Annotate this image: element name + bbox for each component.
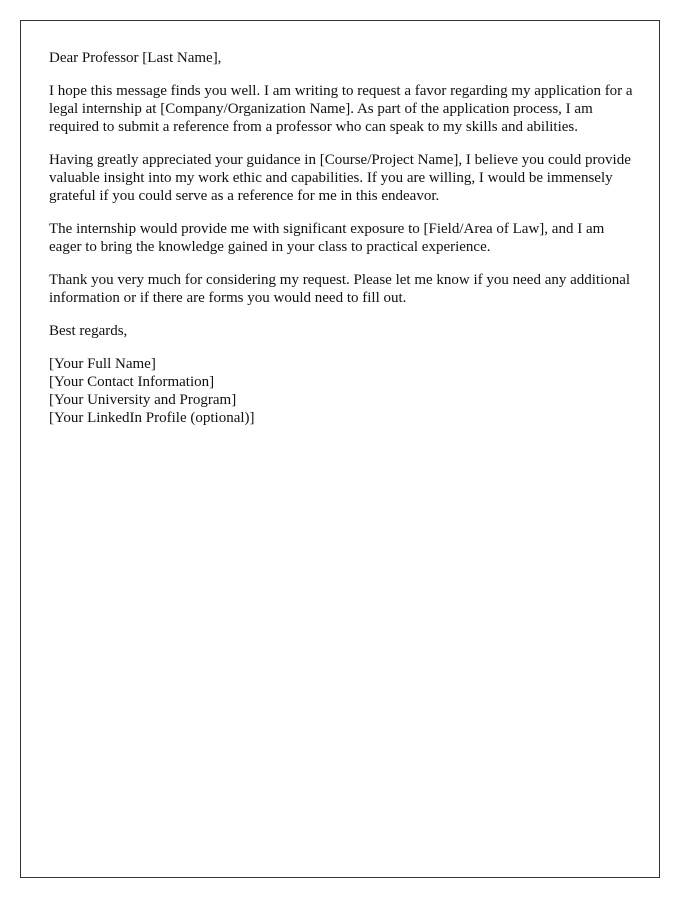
signature-university-program: [Your University and Program] (49, 392, 237, 408)
paragraph-thanks: Thank you very much for considering my request. Please let me know if you need any additional information or if there are forms you would need to fill out. (49, 272, 631, 306)
signature-full-name: [Your Full Name] (49, 356, 156, 372)
letter-page (20, 20, 660, 878)
signature-linkedin: [Your LinkedIn Profile (optional)] (49, 410, 255, 426)
paragraph-intro: I hope this message finds you well. I am writing to request a favor regarding my application for a legal internship at [Company/Organization Name]. As part of the application process, I am required to submit a reference from a professor who can speak to my skills and abilities. (49, 83, 633, 135)
closing: Best regards, (49, 323, 128, 339)
signature-block (49, 355, 639, 427)
salutation: Dear Professor [Last Name], (49, 50, 222, 66)
signature-contact-info: [Your Contact Information] (49, 374, 215, 390)
letter-body (49, 49, 639, 442)
paragraph-internship: The internship would provide me with significant exposure to [Field/Area of Law], and I am eager to bring the knowledge gained in your class to practical experience. (49, 221, 605, 255)
paragraph-guidance: Having greatly appreciated your guidance in [Course/Project Name], I believe you could provide valuable insight into my work ethic and capabilities. If you are willing, I would be immensely grateful if you could serve as a reference for me in this endeavor. (49, 152, 631, 204)
